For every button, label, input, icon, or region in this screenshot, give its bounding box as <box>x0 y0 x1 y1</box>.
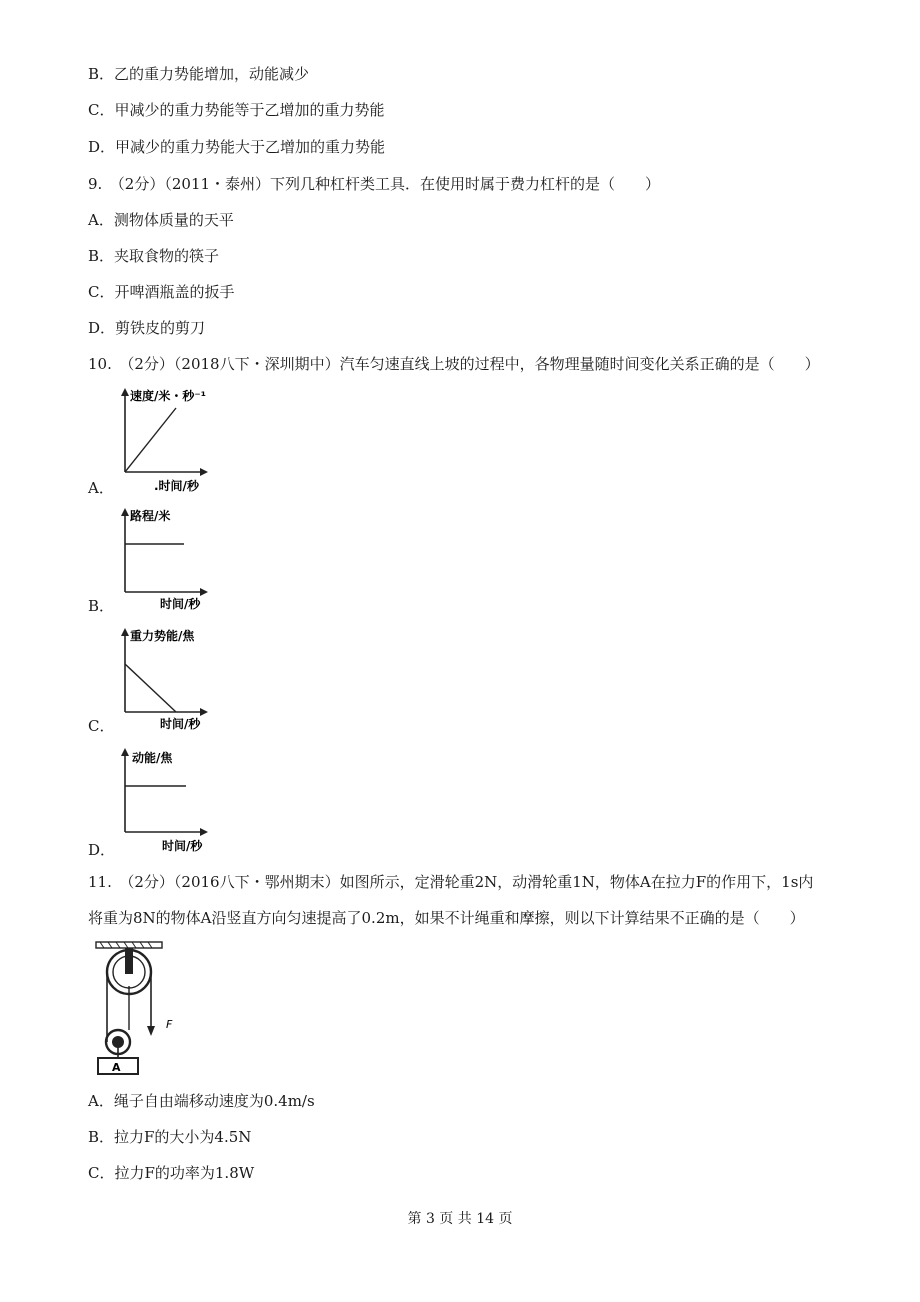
q11-option-c: C．拉力F的功率为1.8W <box>88 1164 255 1182</box>
q10-option-d-label: D． <box>88 841 116 859</box>
x-arrow <box>200 468 208 476</box>
pull-arrow <box>147 1026 155 1036</box>
graph-c-ylabel: 重力势能/焦 <box>130 629 195 643</box>
trend-line <box>125 408 176 472</box>
graph-b-xlabel: 时间/秒 <box>160 597 201 611</box>
y-arrow <box>121 628 129 636</box>
y-arrow <box>121 748 129 756</box>
q8-option-d: D．甲减少的重力势能大于乙增加的重力势能 <box>88 138 386 156</box>
q11-stem-line1: 11. （2分）（2016八下・鄂州期末）如图所示，定滑轮重2N，动滑轮重1N，物体A在拉力F的作用下，1s内 <box>88 873 814 891</box>
q9-stem: 9. （2分）（2011・泰州）下列几种杠杆类工具．在使用时属于费力杠杆的是（ ） <box>88 175 661 193</box>
q10-option-b-label: B． <box>88 597 115 615</box>
q9-option-d: D．剪铁皮的剪刀 <box>88 319 206 337</box>
q10-graph-c <box>116 626 226 734</box>
y-arrow <box>121 508 129 516</box>
object-a-label: A <box>112 1061 121 1074</box>
y-arrow <box>121 388 129 396</box>
q10-option-a-label: A． <box>88 479 114 497</box>
q8-option-c: C．甲减少的重力势能等于乙增加的重力势能 <box>88 101 385 119</box>
q10-graph-d <box>116 746 226 854</box>
x-arrow <box>200 828 208 836</box>
ceiling <box>96 942 162 948</box>
graph-d-xlabel: 时间/秒 <box>162 839 203 853</box>
q9-option-c: C．开啤酒瓶盖的扳手 <box>88 283 235 301</box>
q11-stem-line2: 将重为8N的物体A沿竖直方向匀速提高了0.2m，如果不计绳重和摩擦，则以下计算结果不正确的是（ ） <box>88 909 805 927</box>
x-arrow <box>200 708 208 716</box>
q11-option-b: B．拉力F的大小为4.5N <box>88 1128 252 1146</box>
x-arrow <box>200 588 208 596</box>
q11-pulley-figure <box>92 940 192 1076</box>
q10-option-c-label: C． <box>88 717 115 735</box>
page-footer: 第 3 页 共 14 页 <box>407 1211 513 1227</box>
q10-stem: 10. （2分）（2018八下・深圳期中）汽车匀速直线上坡的过程中，各物理量随时间变化关系正确的是（ ） <box>88 355 820 373</box>
fixed-pulley-bracket <box>125 948 133 974</box>
graph-c-xlabel: 时间/秒 <box>160 717 201 731</box>
trend-line <box>125 664 176 712</box>
q8-option-b: B．乙的重力势能增加，动能减少 <box>88 65 310 83</box>
force-label: F <box>166 1018 173 1031</box>
graph-a-ylabel: 速度/米・秒⁻¹ <box>130 389 206 403</box>
graph-a-xlabel: .时间/秒 <box>154 479 199 493</box>
q10-graph-b <box>116 506 226 614</box>
graph-b-ylabel: 路程/米 <box>130 509 171 523</box>
q11-option-a: A．绳子自由端移动速度为0.4m/s <box>88 1092 315 1110</box>
q9-option-b: B．夹取食物的筷子 <box>88 247 220 265</box>
q10-graph-a <box>116 386 226 494</box>
graph-d-ylabel: 动能/焦 <box>132 751 173 765</box>
q9-option-a: A．测物体质量的天平 <box>88 211 234 229</box>
